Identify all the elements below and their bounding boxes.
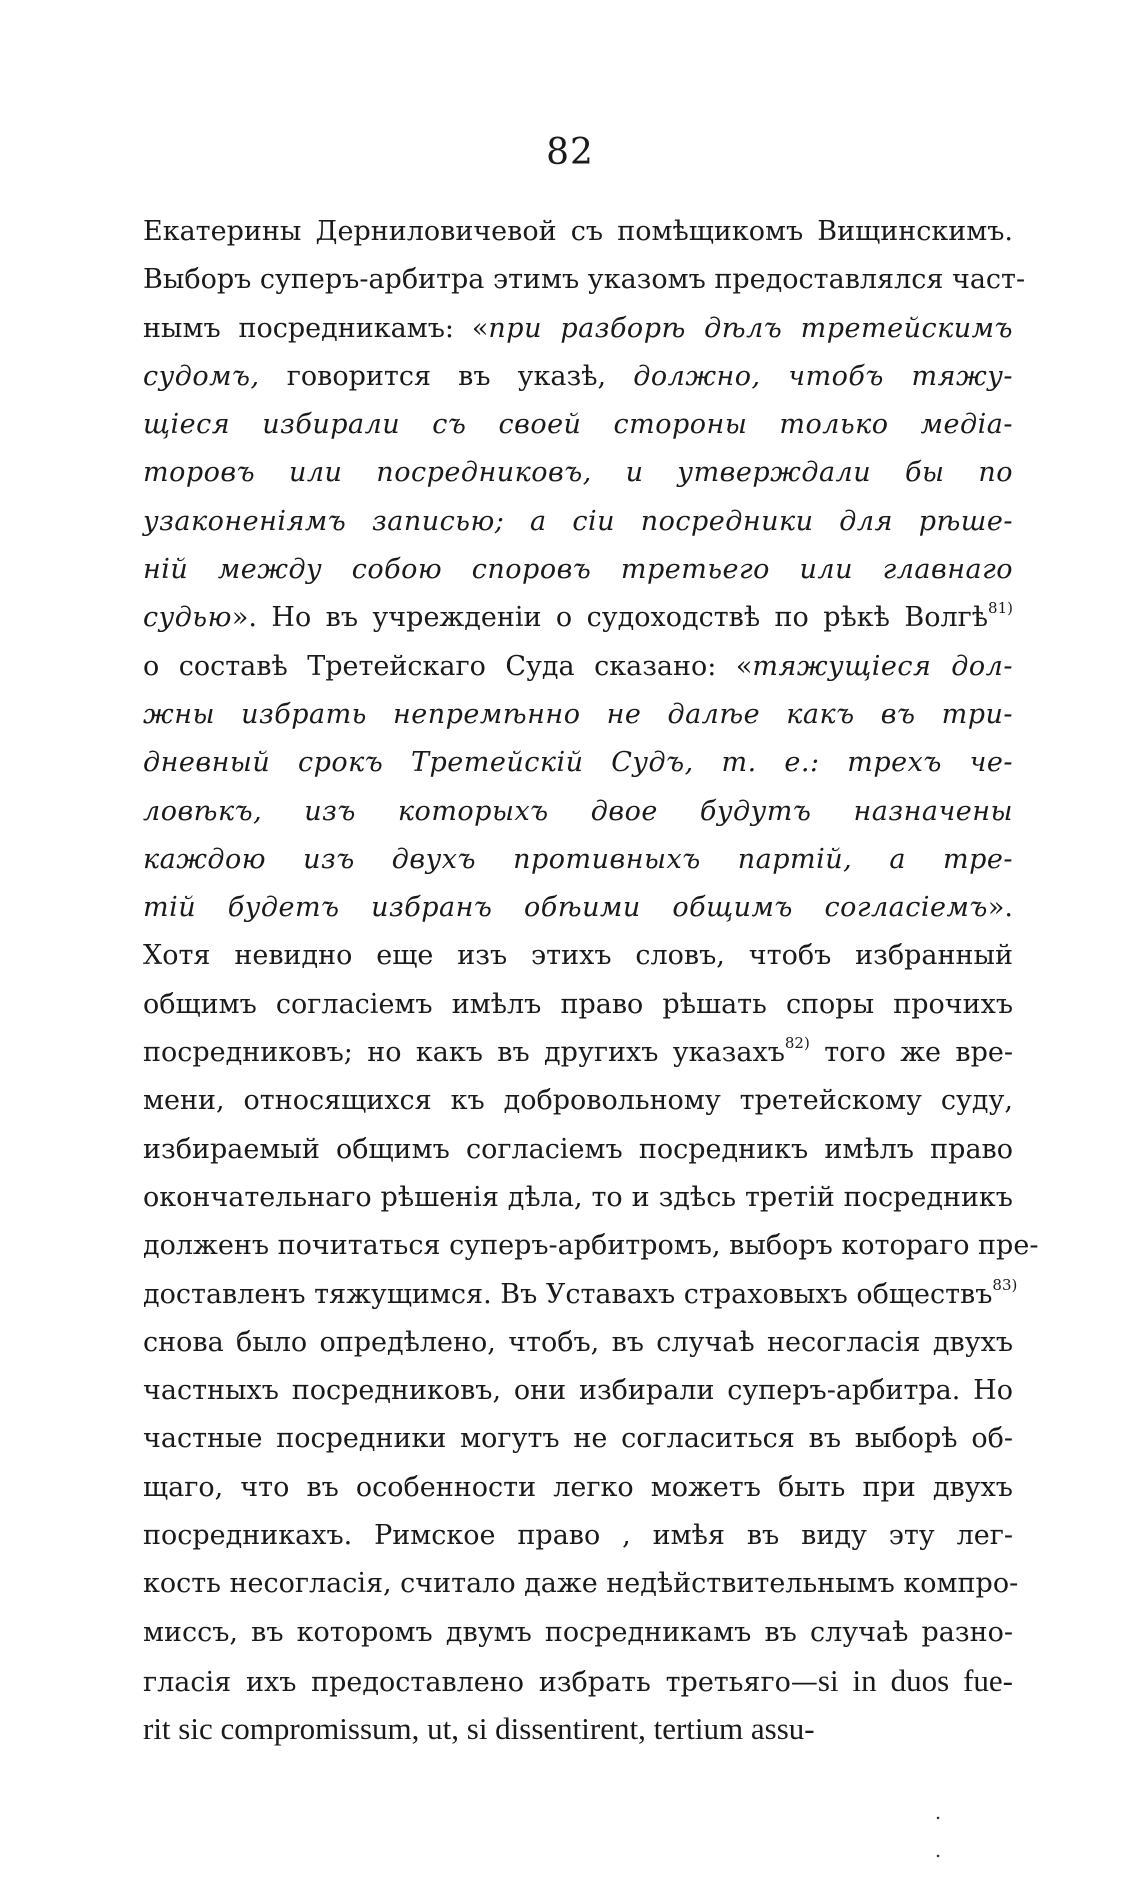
text-segment: гласія ихъ предоставлено избрать третьяго— (143, 1666, 818, 1698)
text-segment: доставленъ тяжущимся. Въ Уставахъ страховыхъ обществъ (143, 1278, 993, 1310)
text-segment: того же вре- (809, 1037, 1014, 1069)
text-segment: Екатерины Дерниловичевой съ помѣщикомъ Вищинскимъ. (143, 216, 1013, 247)
text-segment: избираемый общимъ согласіемъ посредникъ имѣлъ право (143, 1133, 1013, 1165)
text-segment: посредниковъ; но какъ въ другихъ указахъ (143, 1037, 785, 1069)
italic-quote-segment: должно, чтобъ тяжу- (633, 360, 1014, 392)
text-segment: щаго, что въ особенности легко можетъ быть при двухъ (143, 1471, 1013, 1503)
text-line (143, 594, 1013, 642)
text-segment: общимъ согласіемъ имѣлъ право рѣшать споры прочихъ (143, 988, 1013, 1020)
italic-quote-segment: каждою изъ двухъ противныхъ партій, а тре- (143, 843, 1013, 875)
text-line (143, 1512, 1013, 1560)
text-line (143, 981, 1013, 1029)
text-line (143, 498, 1013, 546)
italic-quote-segment: дневный срокъ Третейскій Судъ, т. е.: трехъ че- (143, 747, 1013, 779)
text-segment: снова было опредѣлено, чтобъ, въ случаѣ несогласія двухъ (143, 1326, 1013, 1358)
italic-quote-segment: щіеся избирали съ своей стороны только медіа- (143, 409, 1013, 441)
text-line (143, 1464, 1013, 1512)
text-segment: миссъ, въ которомъ двумъ посредникамъ въ случаѣ разно- (143, 1616, 1013, 1648)
footnote-ref: 83) (992, 1275, 1018, 1294)
text-segment: ». (987, 892, 1013, 924)
text-line (143, 1222, 1039, 1270)
text-line (143, 1705, 1013, 1753)
italic-quote-segment: ній между собою споровъ третьего или главнаго (143, 554, 1013, 586)
text-segment: si in duos fue- (817, 1662, 1013, 1698)
ink-mark: . (934, 1800, 942, 1824)
text-line (143, 932, 1013, 980)
text-line (143, 449, 1013, 497)
footnote-ref: 81) (988, 599, 1013, 618)
text-segment: ». Но въ учрежденіи о судоходствѣ по рѣкѣ Волгѣ (231, 602, 989, 634)
text-line (143, 208, 1013, 256)
text-line (143, 1609, 1013, 1657)
text-segment: частные посредники могутъ не согласиться въ выборѣ об- (143, 1423, 1013, 1455)
text-line (143, 884, 1013, 932)
text-line (143, 739, 1013, 787)
text-line (143, 1029, 1013, 1077)
italic-quote-segment: судью (143, 602, 232, 634)
text-segment: мени, относящихся къ добровольному третейскому суду, (143, 1085, 1013, 1117)
page-number: 82 (546, 132, 594, 173)
text-segment: говорится въ указѣ, (259, 360, 634, 392)
text-line (143, 1560, 1019, 1608)
text-line (143, 1126, 1013, 1174)
text-segment: нымъ посредникамъ: « (143, 312, 489, 344)
text-line (143, 546, 1013, 594)
text-line (143, 1367, 1013, 1415)
text-segment: о составѣ Третейскаго Суда сказано: « (143, 650, 753, 682)
text-line (143, 353, 1013, 401)
text-segment: посредникахъ. Римское право , имѣя въ виду эту лег- (143, 1520, 1013, 1552)
text-line (143, 788, 1013, 836)
text-line (143, 1657, 1013, 1705)
italic-quote-segment: судомъ, (143, 360, 260, 392)
ink-mark: . (934, 1838, 942, 1862)
text-line (143, 401, 1013, 449)
footnote-ref: 82) (784, 1034, 810, 1053)
text-segment: окончательнаго рѣшенія дѣла, то и здѣсь третій посредникъ (143, 1181, 1013, 1213)
text-segment: Выборъ суперъ-арбитра этимъ указомъ предоставлялся част- (143, 264, 1026, 296)
italic-quote-segment: тяжущіеся дол- (752, 650, 1013, 682)
text-line (143, 836, 1013, 884)
italic-quote-segment: узаконеніямъ записью; а сіи посредники для рѣше- (143, 505, 1013, 537)
text-line (143, 1077, 1013, 1125)
text-line (143, 305, 1013, 353)
italic-quote-segment: ловѣкъ, изъ которыхъ двое будутъ назначены (143, 795, 1013, 827)
text-line (143, 1271, 1018, 1319)
text-segment: Хотя невидно еще изъ этихъ словъ, чтобъ избранный (143, 940, 1013, 972)
text-line (143, 643, 1013, 691)
text-line (143, 691, 1013, 739)
italic-quote-segment: тій будетъ избранъ обѣими общимъ согласіемъ (143, 892, 988, 924)
text-segment: rit sic compromissum, ut, si dissentirent, tertium assu- (143, 1711, 815, 1747)
text-segment: кость несогласія, считало даже недѣйствительнымъ компро- (143, 1568, 1019, 1600)
text-segment: долженъ почитаться суперъ-арбитромъ, выборъ котораго пре- (143, 1230, 1039, 1262)
text-line (143, 256, 1026, 304)
text-line (143, 1319, 1013, 1367)
body-text (143, 208, 1039, 1754)
italic-quote-segment: торовъ или посредниковъ, и утверждали бы по (143, 457, 1013, 489)
italic-quote-segment: при разборѣ дѣлъ третейскимъ (488, 312, 1013, 344)
italic-quote-segment: жны избрать непремѣнно не далѣе какъ въ три- (143, 698, 1013, 730)
text-line (143, 1415, 1013, 1463)
text-segment: частныхъ посредниковъ, они избирали суперъ-арбитра. Но (143, 1375, 1013, 1407)
text-line (143, 1174, 1013, 1222)
